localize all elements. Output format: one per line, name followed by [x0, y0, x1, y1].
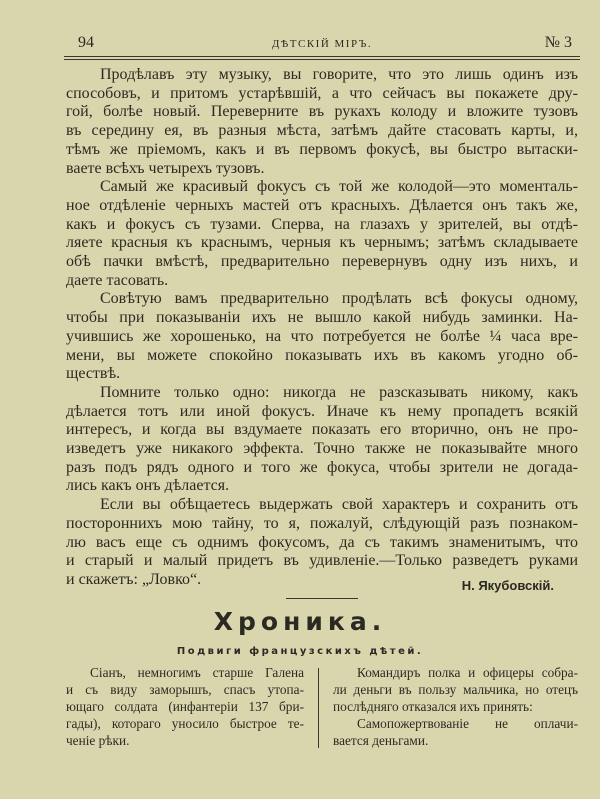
- text-line: чтобы при показываніи ихъ не вышло какой нибудь заминки. На-: [66, 309, 578, 327]
- section-title: Хроника.: [213, 607, 387, 636]
- article-body: [66, 66, 578, 590]
- text-line: Если вы обѣщаетесь выдержать свой характеръ и сохранить отъ: [100, 496, 578, 514]
- text-line: Помните только одно: никогда не разсказывать никому, какъ: [100, 383, 578, 401]
- text-line: изведетъ уже никакого эффекта. Точно также не показывайте много: [66, 440, 578, 458]
- section-divider: [286, 598, 358, 599]
- text-line: способовъ, и притомъ устарѣвшій, а что сейчасъ вы покажете дру-: [66, 84, 578, 102]
- text-line: обѣ пачки вмѣстѣ, предварительно перевернувъ одну изъ нихъ, и: [66, 253, 578, 271]
- text-line: ваете всѣхъ четырехъ тузовъ.: [66, 159, 265, 177]
- text-line: вается деньгами.: [333, 733, 429, 748]
- left-column: [66, 664, 304, 749]
- text-line: гады), котораго уносило быстрое те-: [66, 716, 304, 731]
- text-line: тѣмъ же пріемомъ, какъ и въ первомъ фокусѣ, вы быстро вытаски-: [66, 140, 578, 158]
- text-line: лись какъ онъ дѣлается.: [66, 477, 230, 495]
- column-divider: [318, 668, 319, 748]
- journal-title: ДѢТСКІЙ МІРЪ.: [271, 38, 373, 50]
- text-line: ществѣ.: [66, 365, 121, 383]
- text-line: лю васъ еще съ однимъ фокусомъ, да съ такимъ знаменитымъ, что: [66, 533, 578, 551]
- text-line: какъ и фокусъ съ тузами. Сперва, на глазахъ у зрителей, вы отдѣ-: [66, 215, 578, 233]
- text-line: и съ виду заморышъ, спасъ утопа-: [66, 682, 304, 697]
- page-number: 94: [78, 34, 94, 51]
- text-line: мени, вы можете спокойно показывать ихъ въ какомъ угодно об-: [66, 346, 578, 364]
- text-line: ли деньги въ пользу мальчика, но отецъ: [333, 682, 578, 697]
- text-line: постороннихъ мою тайну, то я, пожалуй, слѣдующій разъ познаком-: [66, 514, 578, 532]
- text-line: и старый и малый придетъ въ удивленіе.—Только разведетъ руками: [66, 552, 578, 570]
- section-subtitle: Подвиги французскихъ дѣтей.: [176, 646, 424, 657]
- text-line: и скажетъ: „Ловко“.: [66, 570, 202, 588]
- text-line: Самопожертвованіе не оплачи-: [357, 716, 578, 731]
- header-rule-2: [64, 59, 580, 60]
- text-line: дѣлается тотъ или иной фокусъ. Иначе къ нему пропадетъ всякій: [66, 402, 578, 420]
- issue-number: № 3: [544, 34, 572, 51]
- author-signature: Н. Якубовскій.: [461, 578, 554, 593]
- text-line: ченіе рѣки.: [66, 733, 130, 748]
- header-rule: [64, 56, 580, 57]
- text-line: учившись же хорошенько, на что потребуется не болѣе ¼ часа вре-: [66, 327, 578, 345]
- text-line: Продѣлавъ эту музыку, вы говорите, что это лишь одинъ изъ: [100, 66, 578, 83]
- text-line: даете тасовать.: [66, 271, 169, 289]
- text-line: послѣдняго отказался ихъ принять:: [333, 699, 533, 714]
- text-line: ное отдѣленіе черныхъ мастей отъ красныхъ. Дѣлается онъ такъ же,: [66, 196, 578, 214]
- right-column: [333, 664, 578, 749]
- text-line: разъ подъ рядъ одного и того же фокуса, чтобы зрители не догада-: [66, 458, 578, 476]
- text-line: Сіанъ, немногимъ старше Галена: [90, 665, 304, 680]
- text-line: Совѣтую вамъ предварительно продѣлать всѣ фокусы одному,: [100, 290, 578, 308]
- text-line: гой, болѣе новый. Переверните въ рукахъ колоду и вложите тузовъ: [66, 103, 578, 121]
- text-line: въ середину ея, въ разныя мѣста, затѣмъ дайте стасовать карты, и,: [66, 122, 578, 140]
- text-line: Самый же красивый фокусъ съ той же колодой—это моменталь-: [100, 178, 578, 196]
- text-line: интересъ, и когда вы вздумаете показать его вторично, онъ не про-: [66, 421, 578, 439]
- page-header: [66, 34, 578, 54]
- text-line: ющаго солдата (инфантеріи 137 бри-: [66, 699, 304, 714]
- text-line: Командиръ полка и офицеры собра-: [357, 665, 578, 680]
- text-line: ляете красныя къ краснымъ, черныя къ чернымъ; затѣмъ складываете: [66, 234, 578, 252]
